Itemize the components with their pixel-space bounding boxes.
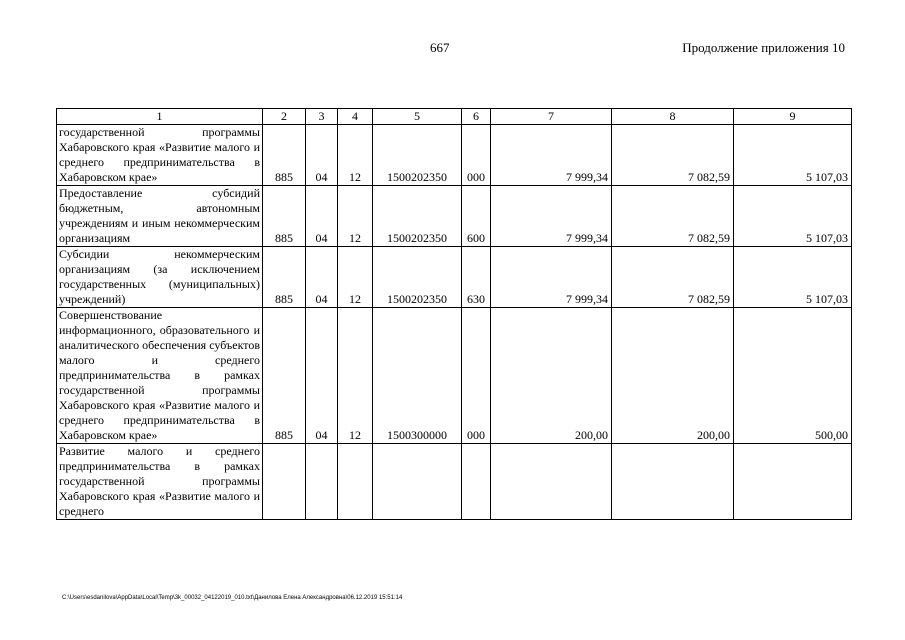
cell-target-article: 1500202350 <box>373 247 462 308</box>
cell-amount-7: 7 999,34 <box>491 125 612 186</box>
cell-amount-7: 200,00 <box>491 308 612 444</box>
cell-amount-8: 7 082,59 <box>612 247 734 308</box>
cell-target-article: 1500202350 <box>373 125 462 186</box>
cell-target-article: 1500300000 <box>373 308 462 444</box>
cell-amount-8: 7 082,59 <box>612 125 734 186</box>
cell-section: 04 <box>306 247 338 308</box>
cell-section: 04 <box>306 308 338 444</box>
cell-expense-type: 630 <box>462 247 491 308</box>
cell-section: 04 <box>306 125 338 186</box>
cell-admin-code: 885 <box>263 308 306 444</box>
cell-amount-9: 500,00 <box>734 308 852 444</box>
cell-amount-9: 5 107,03 <box>734 125 852 186</box>
header-row <box>57 109 852 125</box>
table-row <box>57 308 852 444</box>
cell-target-article: 1500202350 <box>373 186 462 247</box>
cell-subsection: 12 <box>338 186 373 247</box>
page-number: 667 <box>430 40 450 55</box>
row-name: Развитие малого и среднего предпринимательства в рамках государственной программы Хабаровского края «Развитие малого и среднего <box>57 444 263 520</box>
cell-expense-type: 000 <box>462 125 491 186</box>
row-name: Совершенствование информационного, образовательного и аналитического обеспечения субъектов малого и среднего предпринимательства в рамках государственной программы Хабаровского края «Развитие малого и среднего предпринимательства в Хабаровском крае» <box>57 308 263 444</box>
budget-table <box>56 108 852 520</box>
column-header: 6 <box>462 109 491 125</box>
cell-target-article <box>373 444 462 520</box>
column-header: 3 <box>306 109 338 125</box>
cell-subsection: 12 <box>338 125 373 186</box>
cell-expense-type <box>462 444 491 520</box>
cell-admin-code: 885 <box>263 125 306 186</box>
cell-admin-code: 885 <box>263 247 306 308</box>
column-header: 1 <box>57 109 263 125</box>
column-header: 8 <box>612 109 734 125</box>
cell-amount-7 <box>491 444 612 520</box>
cell-amount-9: 5 107,03 <box>734 247 852 308</box>
cell-subsection: 12 <box>338 308 373 444</box>
table-row <box>57 444 852 520</box>
cell-admin-code <box>263 444 306 520</box>
cell-subsection: 12 <box>338 247 373 308</box>
row-name: Предоставление субсидий бюджетным, автономным учреждениям и иным некоммерческим организациям <box>57 186 263 247</box>
row-name: государственной программы Хабаровского края «Развитие малого и среднего предпринимательства в Хабаровском крае» <box>57 125 263 186</box>
cell-amount-8 <box>612 444 734 520</box>
cell-admin-code: 885 <box>263 186 306 247</box>
column-header: 9 <box>734 109 852 125</box>
cell-section <box>306 444 338 520</box>
column-header: 4 <box>338 109 373 125</box>
column-header: 2 <box>263 109 306 125</box>
cell-expense-type: 000 <box>462 308 491 444</box>
cell-amount-8: 200,00 <box>612 308 734 444</box>
row-name: Субсидии некоммерческим организациям (за исключением государственных (муниципальных) учреждений) <box>57 247 263 308</box>
continuation-caption: Продолжение приложения 10 <box>682 40 845 55</box>
file-path-footer: C:\Users\esdanilova\AppData\Local\Temp\3k_00032_04122019_010.txt\Данилова Елена Александровна\06.12.2019 15:51:14 <box>62 595 403 601</box>
column-header: 5 <box>373 109 462 125</box>
cell-expense-type: 600 <box>462 186 491 247</box>
cell-amount-7: 7 999,34 <box>491 247 612 308</box>
column-header: 7 <box>491 109 612 125</box>
table-row <box>57 125 852 186</box>
cell-amount-9: 5 107,03 <box>734 186 852 247</box>
cell-section: 04 <box>306 186 338 247</box>
table-row <box>57 186 852 247</box>
table-row <box>57 247 852 308</box>
cell-amount-7: 7 999,34 <box>491 186 612 247</box>
cell-subsection <box>338 444 373 520</box>
cell-amount-9 <box>734 444 852 520</box>
cell-amount-8: 7 082,59 <box>612 186 734 247</box>
